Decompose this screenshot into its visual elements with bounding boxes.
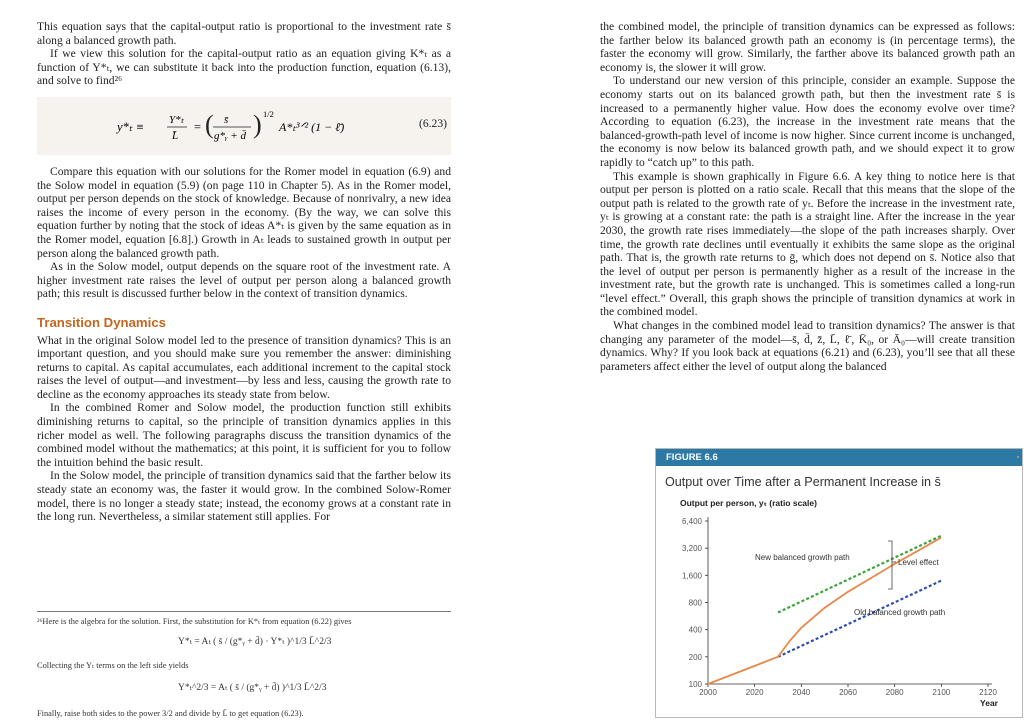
- y-axis-label: Output per person, yₜ (ratio scale): [680, 498, 817, 508]
- footnote-line: ²⁶Here is the algebra for the solution. First, the substitution for K*ₜ from equation (6.22) gives: [37, 617, 352, 626]
- y-tick-label: 1,600: [681, 571, 702, 581]
- footnote-line: Finally, raise both sides to the power 3/2 and divide by L̄ to get equation (6.23).: [37, 709, 304, 718]
- series-new-balanced-growth-path: [778, 536, 941, 613]
- y-tick-label: 6,400: [681, 517, 702, 526]
- x-tick-label: 2060: [839, 688, 857, 697]
- paragraph: As in the Solow model, output depends on the square root of the investment rate. A higher investment rate raises the level of output per person along a balanced growth path; this result is discussed further below in the context of transition dynamics.: [37, 260, 451, 301]
- eq-lhs: y*ₜ ≡: [117, 119, 145, 134]
- chart-canvas: [656, 449, 1022, 717]
- footnote-line: Collecting the Yₜ terms on the left side yields: [37, 661, 189, 670]
- annotation-level-effect: Level effect: [898, 558, 939, 567]
- series-old-balanced-growth-path: [778, 581, 941, 657]
- x-axis-label: Year: [980, 698, 998, 708]
- x-tick-label: 2100: [932, 688, 951, 697]
- equation-6-23: [117, 108, 397, 155]
- y-tick-label: 800: [688, 598, 702, 608]
- equation-number: (6.23): [418, 116, 447, 130]
- eq-exponent: 1/2: [263, 108, 274, 119]
- paragraph: the combined model, the principle of transition dynamics can be expressed as follows: the farther below its balanced growth path an economy is (in percentage terms), the faster the economy will grow. Similarly, the farther above its balanced growth path an economy is, the slower it will grow.: [600, 20, 1015, 74]
- annotation-new-path: New balanced growth path: [755, 553, 850, 562]
- page-edge-mark: [1017, 456, 1019, 458]
- x-tick-label: 2040: [792, 688, 811, 697]
- y-tick-label: 200: [688, 652, 702, 662]
- paragraph: This equation says that the capital-output ratio is proportional to the investment rate s̄ along a balanced growth path.: [37, 20, 451, 47]
- equation-box: [37, 97, 451, 155]
- paragraph: What changes in the combined model lead to transition dynamics? The answer is that changing any parameter of the model—s̄, d̄, z̄, L̄, ℓ̄, K̄₀, or Ā₀—will create transition dynamics. Why? If you look back at equations (6.21) and (6.23), you’ll see that all these parameters affect either the level of output along the balanced: [600, 319, 1015, 373]
- figure-6-6: [655, 448, 1023, 718]
- figure-title: Output over Time after a Permanent Increase in s̄: [665, 475, 941, 489]
- eq-frac-num: Y*ₜ: [169, 113, 184, 126]
- eq-inner-num: s̄: [224, 113, 229, 126]
- paragraph: What in the original Solow model led to the presence of transition dynamics? This is an important question, and you should make sure you remember the answer: diminishing returns to capital. As capital accumulates, each additional increment to the capital stock raises the level of output—and investment—by less and less, causing the growth rate to decline as the economy approaches its steady state from below.: [37, 333, 451, 401]
- footnote-equation: Y*ₜ^2/3 = Aₜ ( s̄ / (g*ᵧ + d̄) )^1/3 L̄^2/3: [178, 683, 327, 693]
- left-column: [37, 20, 451, 524]
- eq-equals: =: [194, 119, 202, 134]
- figure-label: FIGURE 6.6: [656, 449, 1022, 466]
- paragraph: To understand our new version of this principle, consider an example. Suppose the economy starts out on its balanced growth path, but then the investment rate s̄ is increased to a permanently higher value. How does the economy evolve over time? According to equation (6.23), the increase in the investment rate means that the balanced-growth-path level of income is now higher. Since current income is unchanged, the economy is now below its balanced growth path, and we should expect it to grow rapidly to “catch up” to this path.: [600, 74, 1015, 169]
- section-heading: Transition Dynamics: [37, 314, 166, 330]
- x-tick-label: 2000: [699, 688, 717, 697]
- eq-frac-den: L̄: [172, 129, 179, 142]
- y-tick-label: 100: [688, 680, 702, 689]
- paragraph: In the combined Romer and Solow model, the production function still exhibits diminishing returns to capital, so the principle of transition dynamics applies in this richer model as well. The following paragraphs discuss the transition dynamics of the combined model without the mathematics; at this point, it is sufficient for you to follow the intuition behind the basic result.: [37, 401, 451, 469]
- paragraph: Compare this equation with our solutions for the Romer model in equation (6.9) and the Solow model in equation (5.9) (on page 110 in Chapter 5). As in the Romer model, output per person depends on the stock of knowledge. Because of nonrivalry, a new idea raises the income of every person in the economy. (By the way, we can solve this equation further by noting that the stock of ideas A*ₜ is given by the same equation as in the Romer model, equation [6.8].) Growth in Aₜ leads to sustained growth in output per person along the balanced growth path.: [37, 164, 451, 260]
- equation-render: [117, 108, 397, 151]
- svg-text:(: (: [205, 109, 214, 139]
- eq-inner-den: g*ᵧ + d̄: [214, 129, 246, 142]
- footnote-rule: [37, 611, 451, 612]
- x-tick-label: 2020: [745, 688, 764, 697]
- level-effect-bracket: [888, 541, 896, 589]
- right-column: [600, 20, 1015, 373]
- x-tick-label: 2080: [885, 688, 904, 697]
- footnote-equation: Y*ₜ = Aₜ ( s̄ / (g*ᵧ + d̄) · Y*ₜ )^1/3 L̄^2/3: [178, 637, 332, 647]
- y-tick-label: 3,200: [681, 544, 702, 554]
- svg-text:): ): [253, 109, 262, 139]
- paragraph: This example is shown graphically in Figure 6.6. A key thing to notice here is that output per person is plotted on a ratio scale. Recall that this means that the slope of the output path is related to the growth rate of yₜ. Before the increase in the investment rate, yₜ is growing at a constant rate: the path is a straight line. After the increase in the year 2030, the growth rate rises immediately—the slope of the path increases sharply. Over time, the growth rate declines until eventually it exhibits the same slope as the original path. That is, the growth rate returns to ḡ, which does not depend on s̄. Notice also that the level of output per person is permanently higher as a result of the increase in the investment rate, but the growth rate is unchanged. This is sometimes called a long-run “level effect.” Overall, this graph shows the principle of transition dynamics at work in the combined model.: [600, 169, 1015, 319]
- paragraph: In the Solow model, the principle of transition dynamics said that the farther below its steady state an economy was, the faster it would grow. In the combined Solow-Romer model, there is no longer a steady state; instead, the economy grows at a constant rate in the long run. Nevertheless, a similar statement still applies. For: [37, 469, 451, 524]
- x-tick-label: 2120: [979, 688, 997, 697]
- eq-tail: A*ₜ³ᐟ² (1 − ℓ̄): [279, 119, 345, 134]
- annotation-old-path: Old balanced growth path: [854, 608, 946, 617]
- paragraph: If we view this solution for the capital-output ratio as an equation giving K*ₜ as a function of Y*ₜ, we can substitute it back into the production function, equation (6.13), and solve to find²⁶: [37, 47, 451, 88]
- y-tick-label: 400: [688, 625, 702, 635]
